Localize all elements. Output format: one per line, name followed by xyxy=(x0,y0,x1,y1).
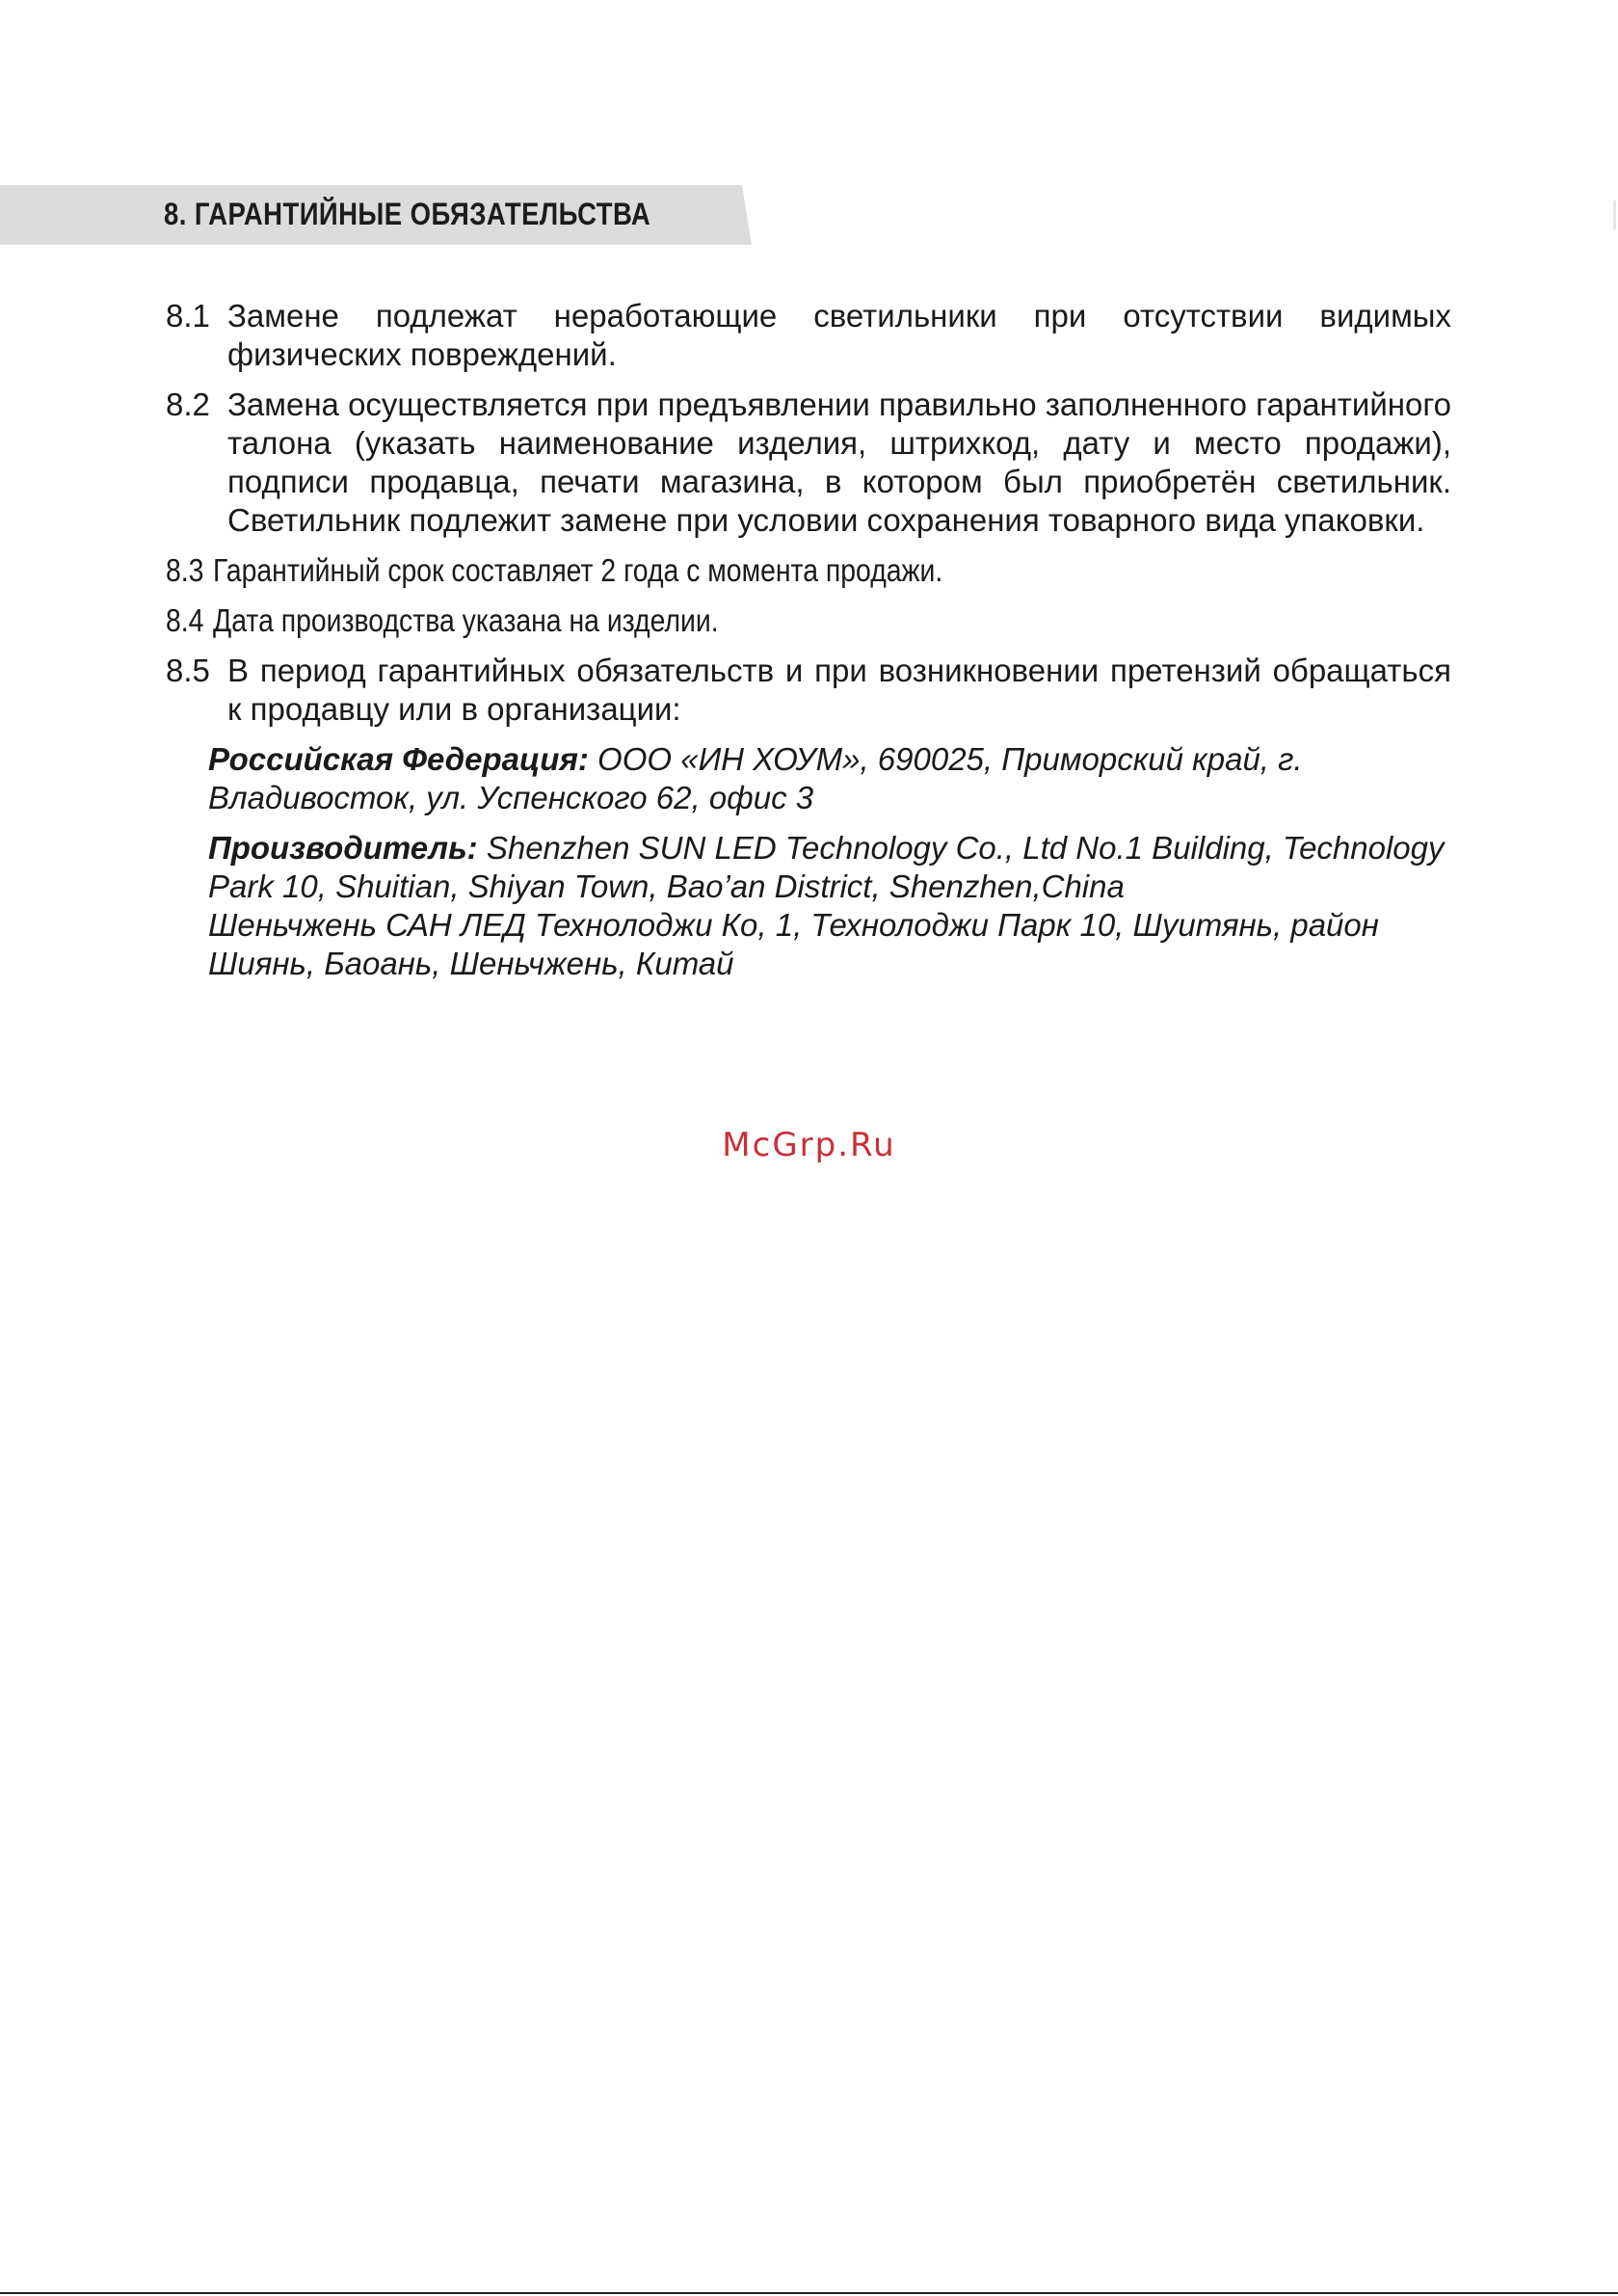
warranty-item-8-3 xyxy=(166,551,1496,590)
item-text: В период гарантийных обязательств и при возникновении претензий обращаться к продавцу или в организации: xyxy=(227,653,1451,727)
contact-manufacturer-text-en: Shenzhen SUN LED Technology Co., Ltd No.1 Building, Technology Park 10, Shuitian, Shiyan Town, Bao’an District, Shenzhen,China xyxy=(208,830,1445,904)
watermark-text: McGrp.Ru xyxy=(722,1126,896,1164)
warranty-item-8-4 xyxy=(166,601,1496,640)
item-number: 8.4 xyxy=(166,602,204,638)
contact-russia-text: ООО «ИН ХОУМ», 690025, Приморский край, г. Владивосток, ул. Успенского 62, офис 3 xyxy=(208,741,1303,815)
section-title-text: ГАРАНТИЙНЫЕ ОБЯЗАТЕЛЬСТВА xyxy=(194,197,651,231)
section-title xyxy=(164,197,650,232)
contact-russia-label: Российская Федерация: xyxy=(208,741,589,777)
warranty-item-8-2 xyxy=(166,386,1451,540)
contact-manufacturer-text-ru: Шеньчжень САН ЛЕД Технолоджи Ко, 1, Технолоджи Парк 10, Шуитянь, район Шиянь, Баоань, Шеньчжень, Китай xyxy=(208,907,1379,981)
item-text: Гарантийный срок составляет 2 года с момента продажи. xyxy=(213,552,943,588)
contact-manufacturer xyxy=(208,829,1451,983)
item-number: 8.2 xyxy=(166,387,210,422)
contact-manufacturer-label: Производитель: xyxy=(208,830,478,866)
item-number: 8.1 xyxy=(166,298,210,334)
page-edge-mark xyxy=(1613,200,1616,229)
item-text: Дата производства указана на изделии. xyxy=(213,602,719,638)
bottom-divider xyxy=(0,2292,1618,2294)
warranty-content xyxy=(166,297,1451,995)
item-text: Замене подлежат неработающие светильники при отсутствии видимых физических повреждений. xyxy=(227,298,1451,372)
item-number: 8.5 xyxy=(166,653,210,688)
warranty-item-8-5 xyxy=(166,652,1451,729)
item-text: Замена осуществляется при предъявлении правильно заполненного гарантийного талона (указать наименование изделия, штрихкод, дату и место продажи), подписи продавца, печати магазина, в котором был приобретён светильник. Светильник подлежит замене при условии сохранения товарного вида упаковки. xyxy=(227,387,1451,538)
item-number: 8.3 xyxy=(166,552,204,588)
section-number: 8. xyxy=(164,197,187,231)
contact-russia xyxy=(208,740,1451,817)
warranty-item-8-1 xyxy=(166,297,1451,374)
